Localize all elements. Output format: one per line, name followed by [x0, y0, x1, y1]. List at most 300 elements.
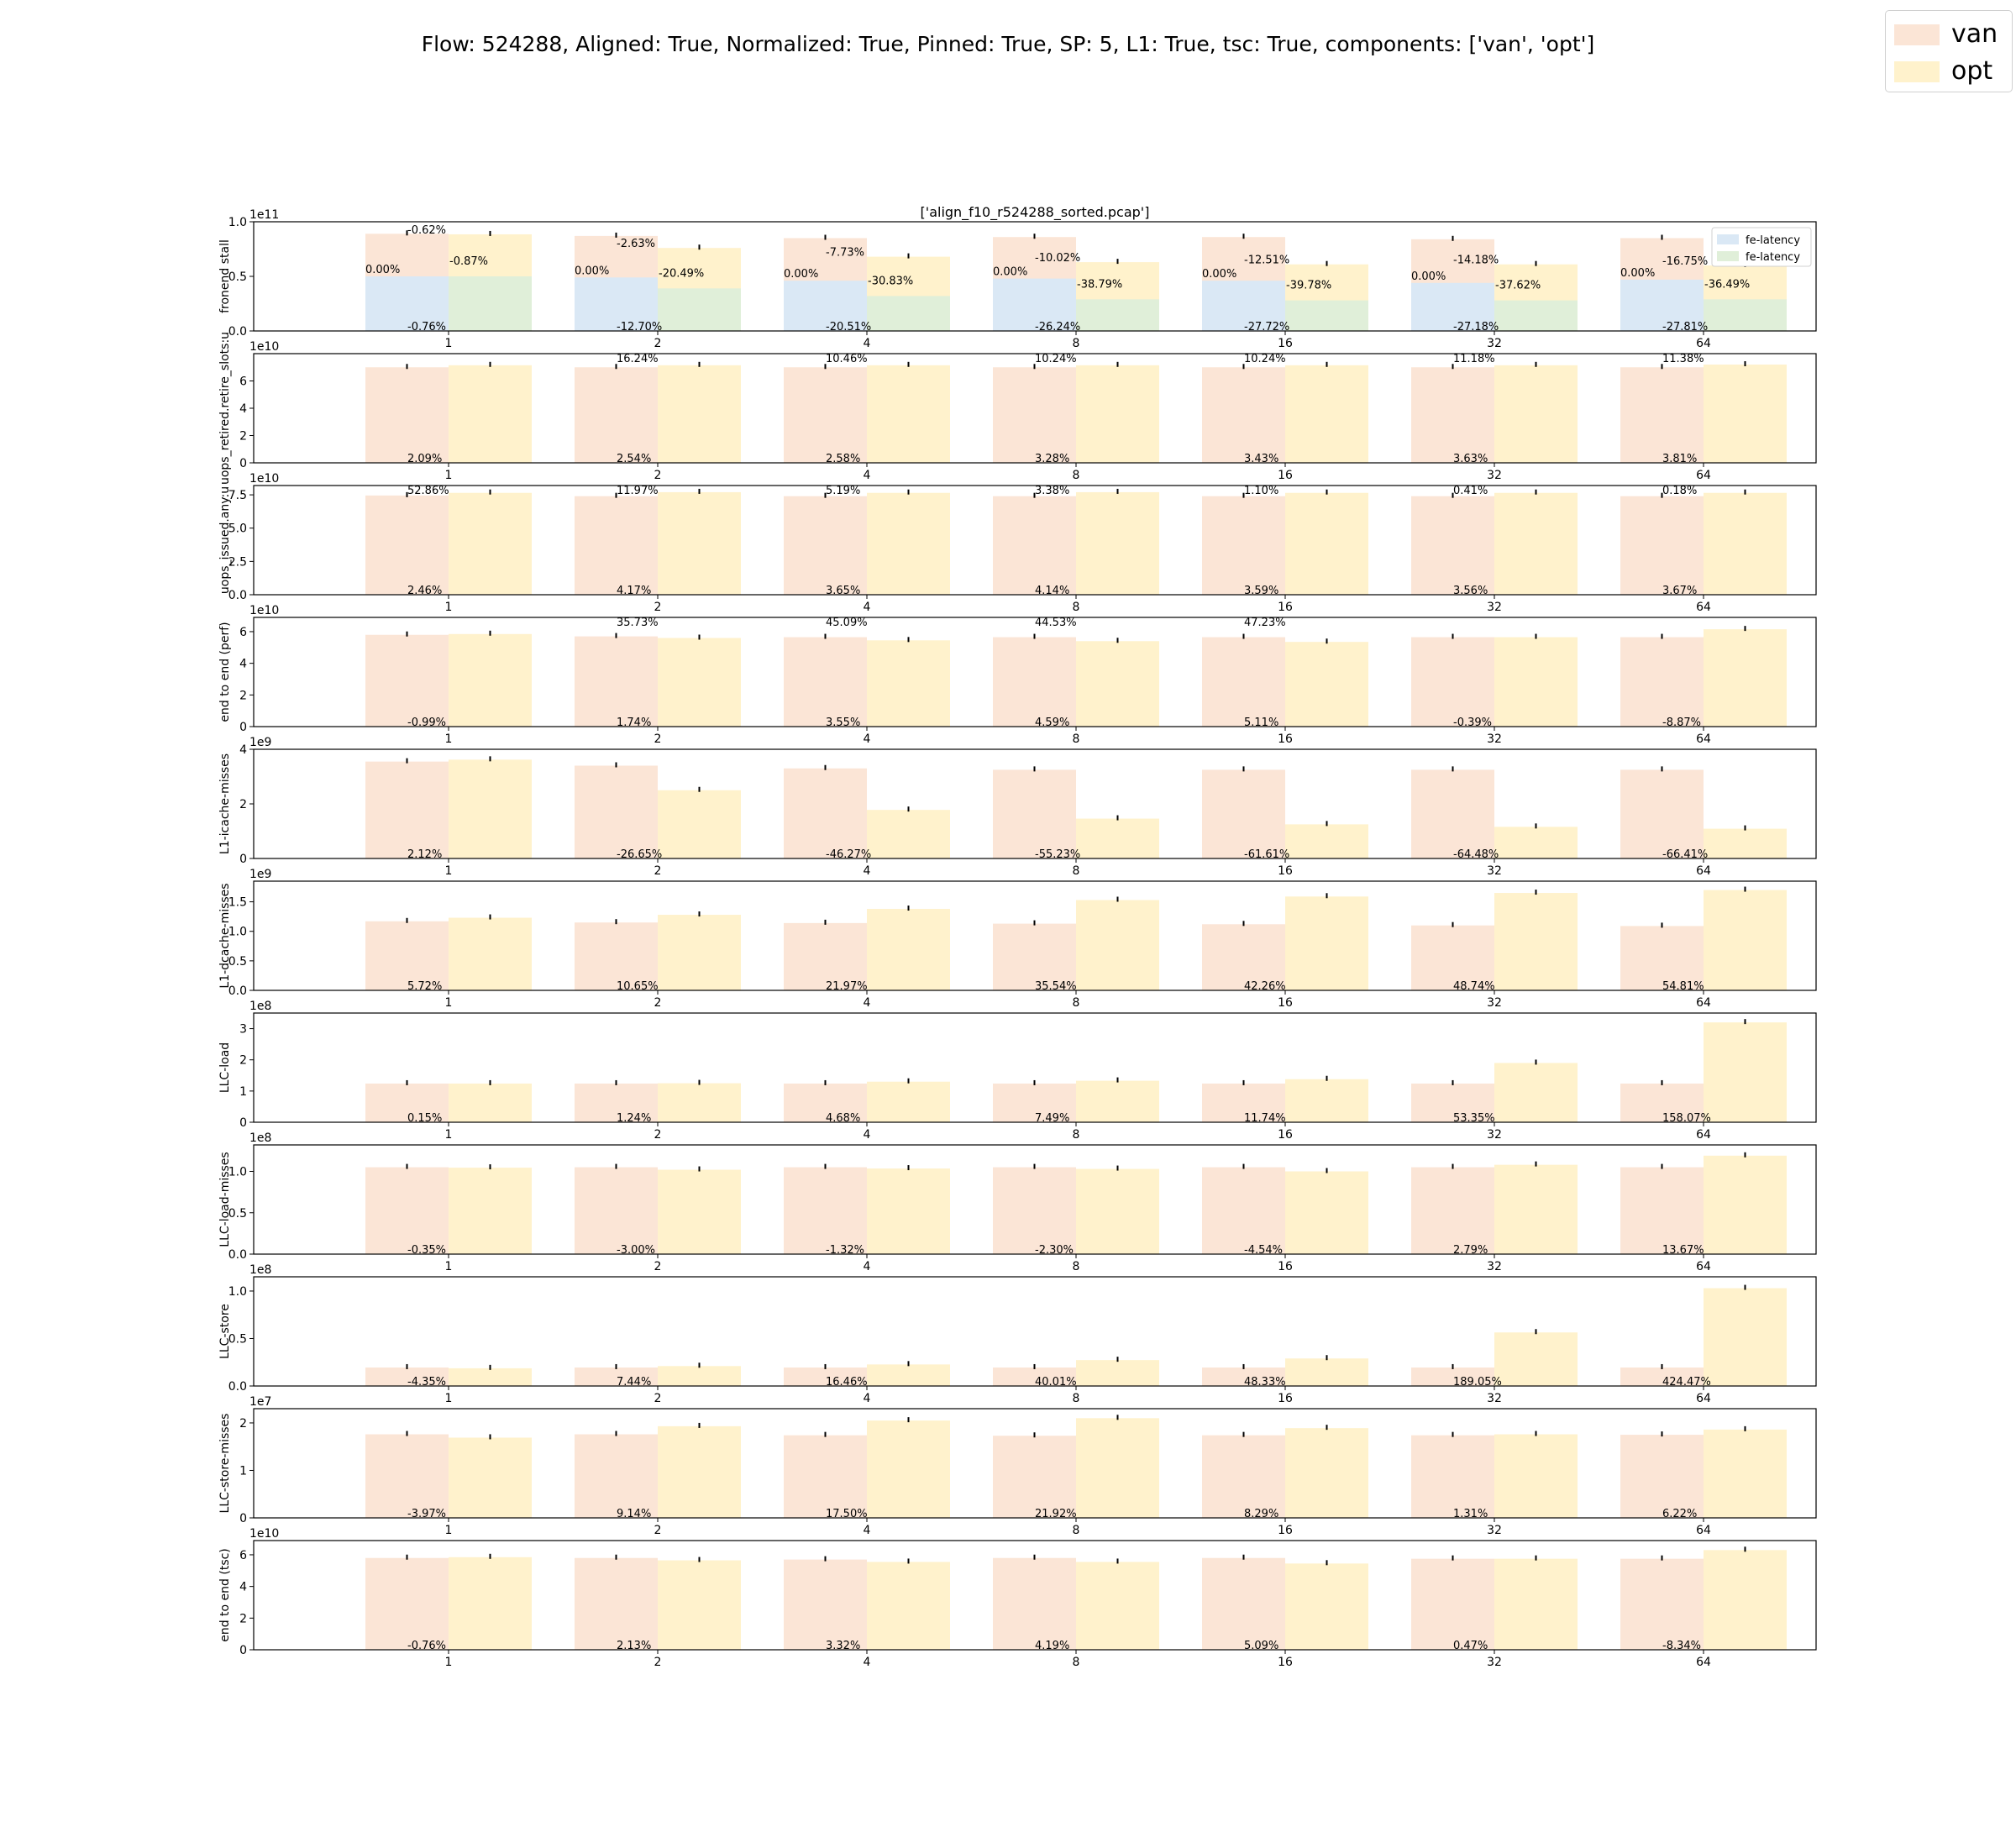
y-tick-label: 4 [239, 1580, 247, 1594]
bar-van-16 [1202, 496, 1285, 595]
bar-van-32 [1411, 638, 1494, 727]
bar-fe-latency-opt-32 [1494, 301, 1578, 331]
pct-label-bottom-2: 4.17% [617, 585, 652, 597]
bar-van-16 [1202, 367, 1285, 463]
bar-van-1 [365, 762, 449, 858]
y-tick-label: 0.5 [228, 954, 247, 969]
pct-label-bottom-8: 7.49% [1035, 1112, 1070, 1125]
pct-label-bottom-4: 21.97% [826, 980, 868, 993]
bar-opt-16 [1285, 1563, 1368, 1650]
x-tick-label-64: 64 [1696, 469, 1711, 482]
pct-label-bottom-2: 1.74% [617, 717, 652, 729]
bar-opt-32 [1494, 1332, 1578, 1386]
pct-label-top-64: 11.38% [1662, 353, 1704, 365]
y-axis-label: end to end (tsc) [218, 1548, 232, 1642]
x-tick-label-2: 2 [654, 1392, 662, 1405]
x-tick-label-4: 4 [863, 337, 871, 350]
pct-label-bottom-16: 8.29% [1244, 1508, 1279, 1520]
y-axis-label: fronend stall [218, 239, 232, 313]
pct-label-bottom-16: 42.26% [1244, 980, 1286, 993]
bar-opt-32 [1494, 365, 1578, 463]
pct-label-bottom-2: 9.14% [617, 1508, 652, 1520]
y-tick-label: 1.5 [228, 895, 247, 910]
bar-van-8 [993, 496, 1076, 595]
bar-fe-latency-opt-64 [1704, 299, 1787, 331]
bar-opt-16 [1285, 1172, 1368, 1254]
bar-opt-64 [1704, 1289, 1787, 1386]
bar-van-4 [784, 496, 867, 595]
subplot-title: ['align_f10_r524288_sorted.pcap'] [920, 204, 1150, 220]
bar-van-32 [1411, 367, 1494, 463]
x-tick-label-2: 2 [654, 601, 662, 614]
pct-label-top-2: 16.24% [617, 353, 659, 365]
pct-label-bottom-1: -0.76% [407, 321, 446, 333]
pct-label-opt-16: -39.78% [1286, 279, 1332, 292]
x-tick-label-8: 8 [1072, 1392, 1080, 1405]
pct-label-top-32: -14.18% [1453, 254, 1499, 267]
pct-label-top-8: 10.24% [1035, 353, 1077, 365]
axis-exponent: 1e11 [249, 208, 280, 222]
y-tick-label: 0.0 [228, 984, 247, 998]
bar-van-32 [1411, 1559, 1494, 1650]
bar-opt-8 [1076, 1081, 1159, 1122]
x-tick-label-8: 8 [1072, 1656, 1080, 1669]
bar-van-16 [1202, 769, 1285, 858]
pct-label-top-4: 5.19% [826, 485, 861, 497]
bar-van-8 [993, 769, 1076, 858]
y-axis-label: LLC-load [218, 1042, 232, 1094]
bar-van-8 [993, 1168, 1076, 1254]
axis-exponent: 1e10 [249, 340, 280, 354]
pct-label-bottom-32: 3.56% [1453, 585, 1488, 597]
bar-opt-2 [658, 1170, 741, 1254]
y-axis-label: L1-dcache-misses [218, 883, 232, 989]
bar-van-16 [1202, 1168, 1285, 1254]
y-tick-label: 0 [239, 1644, 247, 1657]
pct-label-bottom-32: 0.47% [1453, 1640, 1488, 1652]
y-axis-label: LLC-store [218, 1304, 232, 1359]
bar-opt-8 [1076, 365, 1159, 463]
pct-label-bottom-4: -46.27% [826, 848, 872, 861]
pct-label-top-4: -7.73% [826, 246, 864, 260]
bar-opt-32 [1494, 638, 1578, 727]
axis-exponent: 1e7 [249, 1395, 272, 1409]
y-tick-label: 4 [239, 657, 247, 671]
pct-label-bottom-32: -27.18% [1453, 321, 1499, 333]
pct-label-bottom-4: 17.50% [826, 1508, 868, 1520]
bar-van-4 [784, 367, 867, 463]
pct-label-bottom-64: 424.47% [1662, 1376, 1711, 1389]
bar-fe-latency-opt-1 [449, 276, 532, 331]
pct-label-top-4: 10.46% [826, 353, 868, 365]
y-tick-label: 2 [239, 1416, 247, 1431]
pct-label-bottom-32: -64.48% [1453, 848, 1499, 861]
axis-exponent: 1e9 [249, 736, 272, 749]
x-tick-label-32: 32 [1487, 1392, 1502, 1405]
pct-label-top-2: -2.63% [617, 238, 655, 251]
bar-van-2 [575, 1435, 658, 1518]
x-tick-label-32: 32 [1487, 864, 1502, 878]
x-tick-label-64: 64 [1696, 1260, 1711, 1273]
y-tick-label: 4 [239, 743, 247, 757]
pct-label-bottom-8: -2.30% [1035, 1244, 1074, 1257]
pct-label-bottom-1: 0.15% [407, 1112, 443, 1125]
bar-van-64 [1620, 1435, 1704, 1518]
x-tick-label-4: 4 [863, 996, 871, 1010]
pct-label-van-64: 0.00% [1620, 266, 1656, 280]
bar-opt-8 [1076, 1562, 1159, 1650]
bar-opt-2 [658, 492, 741, 595]
bar-van-8 [993, 367, 1076, 463]
bar-opt-4 [867, 1082, 950, 1122]
x-tick-label-8: 8 [1072, 469, 1080, 482]
x-tick-label-64: 64 [1696, 864, 1711, 878]
pct-label-bottom-64: 6.22% [1662, 1508, 1698, 1520]
x-tick-label-16: 16 [1278, 732, 1293, 746]
pct-label-bottom-64: 158.07% [1662, 1112, 1711, 1125]
x-tick-label-64: 64 [1696, 996, 1711, 1010]
pct-label-bottom-8: 4.19% [1035, 1640, 1070, 1652]
bar-opt-2 [658, 1426, 741, 1518]
pct-label-bottom-64: 54.81% [1662, 980, 1704, 993]
bar-opt-16 [1285, 1358, 1368, 1386]
y-tick-label: 2 [239, 1053, 247, 1068]
y-tick-label: 2.5 [228, 555, 247, 570]
pct-label-bottom-8: -55.23% [1035, 848, 1081, 861]
x-tick-label-1: 1 [444, 1260, 453, 1273]
pct-label-bottom-1: -4.35% [407, 1376, 446, 1389]
bar-opt-64 [1704, 1156, 1787, 1254]
pct-label-bottom-32: 189.05% [1453, 1376, 1502, 1389]
bar-opt-8 [1076, 819, 1159, 858]
pct-label-top-1: -0.62% [407, 223, 446, 237]
pct-label-bottom-16: 3.43% [1244, 453, 1279, 465]
bar-opt-64 [1704, 629, 1787, 727]
x-tick-label-16: 16 [1278, 1392, 1293, 1405]
y-axis-label: L1-icache-misses [218, 753, 232, 855]
x-tick-label-32: 32 [1487, 1524, 1502, 1537]
y-tick-label: 1.0 [228, 1165, 247, 1179]
y-tick-label: 0 [239, 721, 247, 734]
pct-label-top-16: 47.23% [1244, 617, 1286, 629]
x-tick-label-8: 8 [1072, 996, 1080, 1010]
y-tick-label: 1.0 [228, 216, 247, 229]
bar-van-1 [365, 1168, 449, 1254]
legend-label-opt: opt [1951, 56, 1993, 86]
bar-van-64 [1620, 496, 1704, 595]
pct-label-bottom-2: 1.24% [617, 1112, 652, 1125]
axis-exponent: 1e10 [249, 604, 280, 617]
x-tick-label-16: 16 [1278, 1260, 1293, 1273]
bar-opt-64 [1704, 493, 1787, 595]
bar-opt-64 [1704, 890, 1787, 990]
x-tick-label-32: 32 [1487, 469, 1502, 482]
x-tick-label-16: 16 [1278, 469, 1293, 482]
pct-label-bottom-32: 53.35% [1453, 1112, 1495, 1125]
x-tick-label-8: 8 [1072, 1128, 1080, 1142]
bar-opt-16 [1285, 642, 1368, 727]
x-tick-label-8: 8 [1072, 1260, 1080, 1273]
x-tick-label-1: 1 [444, 337, 453, 350]
x-tick-label-4: 4 [863, 601, 871, 614]
subplot-legend-swatch [1717, 234, 1739, 244]
bar-van-8 [993, 638, 1076, 727]
y-tick-label: 5.0 [228, 522, 247, 536]
bar-van-64 [1620, 1559, 1704, 1650]
pct-label-bottom-4: -1.32% [826, 1244, 864, 1257]
x-tick-label-32: 32 [1487, 732, 1502, 746]
pct-label-bottom-2: 7.44% [617, 1376, 652, 1389]
pct-label-bottom-1: 2.12% [407, 848, 443, 861]
pct-label-bottom-32: 2.79% [1453, 1244, 1488, 1257]
bar-opt-8 [1076, 1360, 1159, 1386]
axis-exponent: 1e10 [249, 1527, 280, 1541]
bar-van-1 [365, 1435, 449, 1518]
pct-label-bottom-8: 21.92% [1035, 1508, 1077, 1520]
axis-exponent: 1e8 [249, 1000, 272, 1013]
bar-van-16 [1202, 1558, 1285, 1650]
pct-label-bottom-16: -4.54% [1244, 1244, 1283, 1257]
bar-van-8 [993, 1436, 1076, 1518]
bar-opt-4 [867, 365, 950, 463]
y-axis-label: uops_retired.retire_slots:u [218, 331, 232, 486]
y-tick-label: 1 [239, 1084, 247, 1099]
bar-fe-latency-opt-16 [1285, 301, 1368, 331]
bar-van-32 [1411, 1436, 1494, 1518]
x-tick-label-32: 32 [1487, 1656, 1502, 1669]
bar-opt-1 [449, 493, 532, 595]
y-tick-label: 0 [239, 1512, 247, 1525]
bar-opt-4 [867, 493, 950, 595]
x-tick-label-1: 1 [444, 1524, 453, 1537]
bar-opt-1 [449, 1168, 532, 1254]
x-tick-label-2: 2 [654, 337, 662, 350]
x-tick-label-16: 16 [1278, 1128, 1293, 1142]
y-axis-label: LLC-store-misses [218, 1413, 232, 1514]
bar-opt-8 [1076, 1169, 1159, 1254]
bar-opt-4 [867, 640, 950, 727]
x-tick-label-8: 8 [1072, 601, 1080, 614]
pct-label-bottom-2: 2.54% [617, 453, 652, 465]
pct-label-bottom-16: 5.11% [1244, 717, 1279, 729]
bar-opt-4 [867, 1364, 950, 1386]
pct-label-bottom-64: -8.87% [1662, 717, 1701, 729]
bar-opt-16 [1285, 824, 1368, 858]
bar-van-64 [1620, 638, 1704, 727]
pct-label-top-64: -16.75% [1662, 255, 1709, 268]
bar-opt-1 [449, 1557, 532, 1650]
pct-label-bottom-32: -0.39% [1453, 717, 1492, 729]
y-axis-label: LLC-load-misses [218, 1152, 232, 1247]
pct-label-bottom-32: 48.74% [1453, 980, 1495, 993]
bar-opt-64 [1704, 1430, 1787, 1518]
pct-label-bottom-1: -3.97% [407, 1508, 446, 1520]
bar-van-16 [1202, 1436, 1285, 1518]
pct-label-bottom-64: -27.81% [1662, 321, 1709, 333]
x-tick-label-4: 4 [863, 1656, 871, 1669]
y-tick-label: 6 [239, 375, 247, 389]
bar-van-1 [365, 367, 449, 463]
x-tick-label-64: 64 [1696, 1656, 1711, 1669]
bar-fe-latency-opt-8 [1076, 299, 1159, 331]
bar-van-4 [784, 1436, 867, 1518]
pct-label-opt-32: -37.62% [1495, 279, 1541, 292]
bar-van-2 [575, 766, 658, 859]
pct-label-top-32: 0.41% [1453, 485, 1488, 497]
pct-label-top-16: 1.10% [1244, 485, 1279, 497]
bar-opt-16 [1285, 896, 1368, 990]
bar-van-32 [1411, 496, 1494, 595]
axis-exponent: 1e10 [249, 472, 280, 486]
bar-van-1 [365, 635, 449, 727]
bar-van-64 [1620, 769, 1704, 858]
x-tick-label-16: 16 [1278, 864, 1293, 878]
pct-label-bottom-8: 35.54% [1035, 980, 1077, 993]
pct-label-bottom-4: 4.68% [826, 1112, 861, 1125]
pct-label-opt-4: -30.83% [868, 275, 914, 288]
bar-opt-1 [449, 1368, 532, 1386]
bar-van-16 [1202, 638, 1285, 727]
bar-van-32 [1411, 1168, 1494, 1254]
bar-opt-8 [1076, 641, 1159, 727]
y-tick-label: 0.0 [228, 589, 247, 602]
bar-opt-2 [658, 915, 741, 990]
pct-label-top-8: 44.53% [1035, 617, 1077, 629]
y-tick-label: 7.5 [228, 489, 247, 503]
pct-label-bottom-1: -0.76% [407, 1640, 446, 1652]
y-tick-label: 3 [239, 1022, 247, 1037]
pct-label-opt-1: -0.87% [449, 255, 488, 268]
pct-label-bottom-8: 3.28% [1035, 453, 1070, 465]
y-tick-label: 0.5 [228, 1332, 247, 1347]
x-tick-label-32: 32 [1487, 601, 1502, 614]
x-tick-label-4: 4 [863, 1128, 871, 1142]
pct-label-top-1: 52.86% [407, 485, 449, 497]
bar-opt-32 [1494, 1559, 1578, 1650]
bar-opt-32 [1494, 1435, 1578, 1518]
axis-exponent: 1e8 [249, 1263, 272, 1277]
pct-label-bottom-64: -8.34% [1662, 1640, 1701, 1652]
x-tick-label-2: 2 [654, 1656, 662, 1669]
pct-label-top-32: 11.18% [1453, 353, 1495, 365]
x-tick-label-8: 8 [1072, 864, 1080, 878]
bar-van-2 [575, 367, 658, 463]
y-tick-label: 0.5 [228, 1206, 247, 1221]
bar-opt-32 [1494, 493, 1578, 595]
pct-label-bottom-2: 2.13% [617, 1640, 652, 1652]
bar-van-2 [575, 1168, 658, 1254]
y-tick-label: 2 [239, 689, 247, 703]
bar-opt-4 [867, 810, 950, 858]
bar-opt-1 [449, 1084, 532, 1122]
bar-opt-16 [1285, 1428, 1368, 1518]
bar-opt-64 [1704, 829, 1787, 858]
pct-label-van-16: 0.00% [1202, 268, 1237, 281]
y-tick-label: 2 [239, 429, 247, 444]
x-tick-label-16: 16 [1278, 1524, 1293, 1537]
pct-label-bottom-8: 4.59% [1035, 717, 1070, 729]
bar-opt-4 [867, 1168, 950, 1254]
bar-opt-16 [1285, 1079, 1368, 1122]
bar-opt-1 [449, 365, 532, 463]
bar-opt-64 [1704, 1022, 1787, 1122]
x-tick-label-8: 8 [1072, 1524, 1080, 1537]
y-tick-label: 2 [239, 1612, 247, 1626]
x-tick-label-64: 64 [1696, 337, 1711, 350]
bar-van-1 [365, 1558, 449, 1650]
y-tick-label: 1.0 [228, 1284, 247, 1299]
y-tick-label: 0 [239, 1116, 247, 1130]
x-tick-label-32: 32 [1487, 1128, 1502, 1142]
bar-opt-2 [658, 365, 741, 463]
pct-label-bottom-2: -26.65% [617, 848, 663, 861]
bar-van-2 [575, 496, 658, 595]
subplot-legend-label: fe-latency [1746, 234, 1801, 247]
pct-label-bottom-1: 2.46% [407, 585, 443, 597]
pct-label-opt-2: -20.49% [659, 267, 705, 281]
pct-label-bottom-1: 5.72% [407, 980, 443, 993]
y-tick-label: 0.0 [228, 1380, 247, 1394]
bar-fe-latency-opt-2 [658, 288, 741, 331]
bar-opt-2 [658, 638, 741, 727]
x-tick-label-1: 1 [444, 864, 453, 878]
bar-opt-32 [1494, 1165, 1578, 1254]
bar-van-4 [784, 1168, 867, 1254]
bar-opt-4 [867, 1420, 950, 1518]
bar-opt-8 [1076, 492, 1159, 595]
bar-van-64 [1620, 1168, 1704, 1254]
bar-fe-latency-opt-4 [867, 296, 950, 331]
bar-opt-1 [449, 759, 532, 858]
x-tick-label-2: 2 [654, 1128, 662, 1142]
x-tick-label-8: 8 [1072, 337, 1080, 350]
pct-label-bottom-1: 2.09% [407, 453, 443, 465]
bar-van-4 [784, 769, 867, 858]
bar-opt-32 [1494, 1063, 1578, 1122]
pct-label-bottom-4: 16.46% [826, 1376, 868, 1389]
pct-label-bottom-16: 5.09% [1244, 1640, 1279, 1652]
pct-label-van-8: 0.00% [993, 265, 1028, 279]
bar-opt-16 [1285, 493, 1368, 595]
pct-label-bottom-4: 2.58% [826, 453, 861, 465]
x-tick-label-1: 1 [444, 1656, 453, 1669]
bar-van-32 [1411, 769, 1494, 858]
y-tick-label: 0.0 [228, 1248, 247, 1262]
bar-van-8 [993, 1558, 1076, 1650]
x-tick-label-32: 32 [1487, 1260, 1502, 1273]
bar-opt-1 [449, 634, 532, 727]
pct-label-bottom-1: -0.35% [407, 1244, 446, 1257]
pct-label-bottom-2: -3.00% [617, 1244, 655, 1257]
pct-label-bottom-8: -26.24% [1035, 321, 1081, 333]
pct-label-van-1: 0.00% [365, 264, 401, 276]
x-tick-label-4: 4 [863, 1260, 871, 1273]
pct-label-top-16: -12.51% [1244, 254, 1290, 267]
pct-label-van-4: 0.00% [784, 268, 819, 281]
pct-label-bottom-16: -27.72% [1244, 321, 1290, 333]
bar-opt-8 [1076, 1418, 1159, 1518]
pct-label-bottom-4: 3.55% [826, 717, 861, 729]
x-tick-label-64: 64 [1696, 1524, 1711, 1537]
pct-label-bottom-16: 3.59% [1244, 585, 1279, 597]
pct-label-bottom-32: 3.63% [1453, 453, 1488, 465]
bar-opt-2 [658, 1561, 741, 1650]
y-tick-label: 1 [239, 1464, 247, 1478]
x-tick-label-2: 2 [654, 732, 662, 746]
x-tick-label-4: 4 [863, 732, 871, 746]
axis-exponent: 1e9 [249, 868, 272, 881]
subplot-legend-swatch [1717, 251, 1739, 261]
